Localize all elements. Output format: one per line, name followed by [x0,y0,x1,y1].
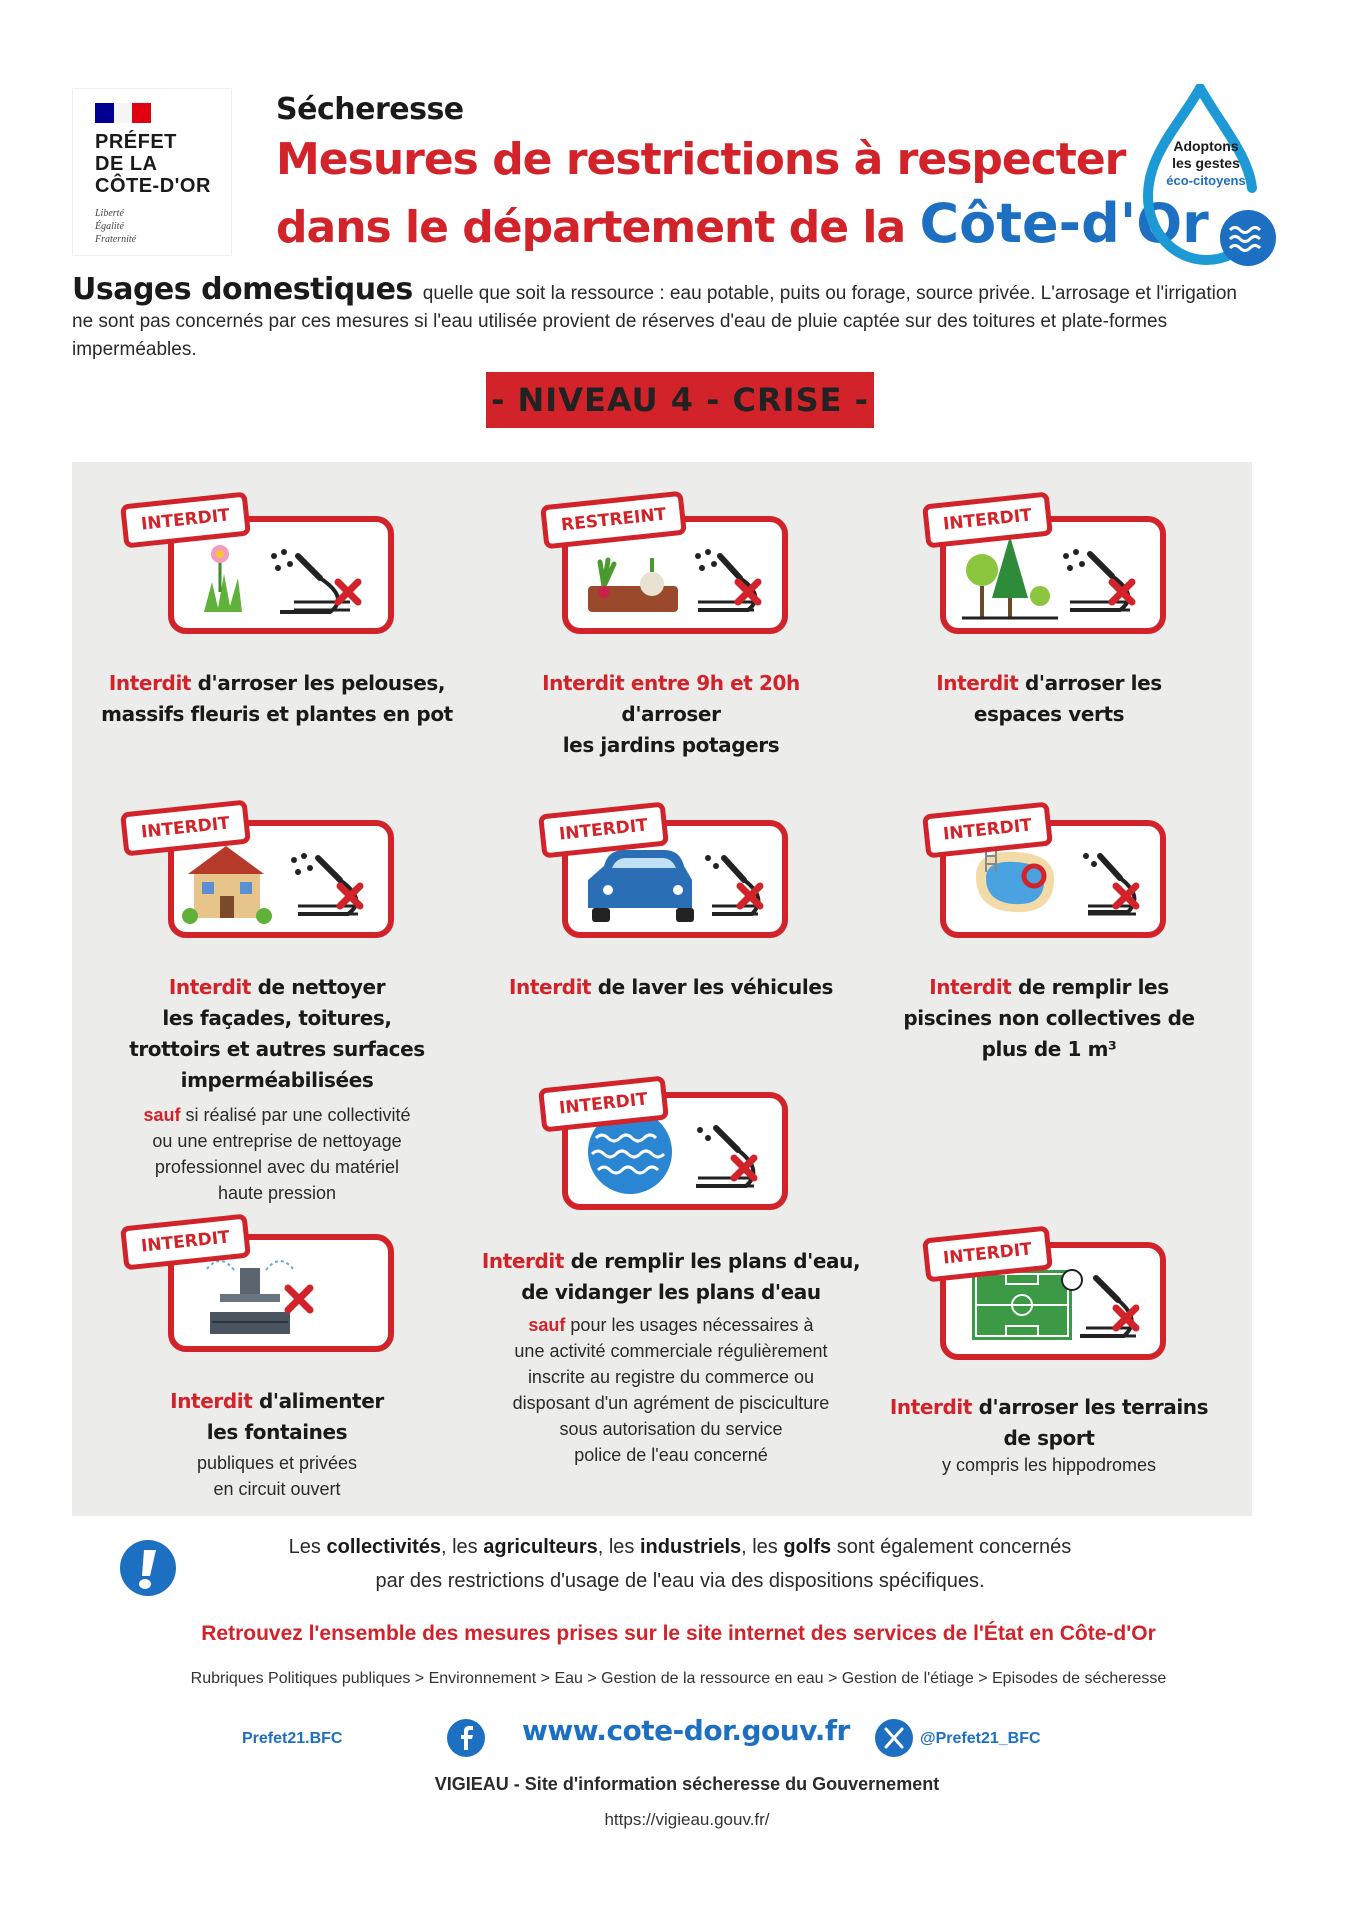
measure-caption-sports-fields: Interdit d'arroser les terrains de sport [889,1395,1209,1450]
measure-caption-facades: Interdit de nettoyer les façades, toitures, trottoirs et autres surfaces imperméabilisées [129,975,425,1092]
intro-lead: Usages domestiques [72,272,413,307]
measures-panel [72,462,1252,1516]
measure-exception-fountains: publiques et privées en circuit ouvert [196,1453,358,1499]
logo-name: PRÉFET DE LA CÔTE-D'OR [95,131,211,197]
measure-caption-pools: Interdit de remplir les piscines non collectives de plus de 1 m³ [903,975,1195,1061]
status-tag-interdit: INTERDIT [538,801,669,858]
status-tag-interdit: INTERDIT [538,1075,669,1132]
measure-caption-lawns: Interdit d'arroser les pelouses, massifs fleuris et plantes en pot [101,671,453,726]
status-tag-interdit: INTERDIT [120,799,251,856]
level-banner: - NIVEAU 4 - CRISE - [486,372,874,428]
page-kicker: Sécheresse [276,92,464,127]
measure-caption-vehicles: Interdit de laver les véhicules [509,975,833,999]
page-title-line2: dans le département de la Côte-d'Or [276,192,1209,255]
status-tag-interdit: INTERDIT [922,801,1053,858]
status-tag-interdit: INTERDIT [922,491,1053,548]
status-tag-restreint: RESTREINT [540,491,687,550]
status-tag-interdit: INTERDIT [120,491,251,548]
status-tag-interdit: INTERDIT [922,1225,1053,1282]
prefecture-logo [72,88,232,256]
logo-motto: Liberté Égalité Fraternité [95,208,137,245]
vigieau-url[interactable]: https://vigieau.gouv.fr/ [604,1810,770,1829]
eco-citizen-badge: Adoptons les gestes éco-citoyens [1140,84,1280,274]
breadcrumb: Rubriques Politiques publiques > Environnement > Eau > Gestion de la ressource en eau > Gestion de l'étiage > Episodes de sécheresse [190,1670,1167,1687]
department-name: Côte-d'Or [919,192,1209,255]
measure-caption-vegetable-garden: Interdit entre 9h et 20h d'arroser les jardins potagers [542,671,800,757]
x-handle[interactable]: @Prefet21_BFC [920,1730,1041,1747]
measure-exception-facades: sauf si réalisé par une collectivité ou une entreprise de nettoyage professionnel avec du matériel haute pression [143,1105,411,1203]
marianne-flag-icon [95,103,151,123]
status-tag-interdit: INTERDIT [120,1213,251,1270]
vigieau-title: VIGIEAU - Site d'information sécheresse du Gouvernement [434,1774,940,1794]
page-title-line1: Mesures de restrictions à respecter [276,134,1126,185]
find-more-text: Retrouvez l'ensemble des mesures prises sur le site internet des services de l'État en Côte-d'Or [201,1622,1156,1645]
measure-caption-fountains: Interdit d'alimenter les fontaines [170,1389,384,1444]
measure-caption-water-bodies: Interdit de remplir les plans d'eau, de vidanger les plans d'eau [481,1249,861,1304]
exclamation-icon [118,1538,178,1598]
facebook-icon[interactable] [446,1718,486,1758]
x-twitter-icon[interactable] [874,1718,914,1758]
measure-exception-water-bodies: sauf pour les usages nécessaires à une activité commerciale régulièrement inscrite au registre du commerce ou disposant d'un agrément de pisciculture sous autorisation du service police de l'eau concerné [512,1315,830,1465]
measure-caption-green-spaces: Interdit d'arroser les espaces verts [936,671,1162,726]
facebook-handle[interactable]: Prefet21.BFC [242,1730,343,1747]
website-link[interactable]: www.cote-dor.gouv.fr [522,1714,850,1747]
other-users-note: Les collectivités, les agriculteurs, les industriels, les golfs sont également concernés par des restrictions d'usage de l'eau via des dispositions spécifiques. [288,1536,1072,1592]
intro-paragraph: Usages domestiques quelle que soit la ressource : eau potable, puits ou forage, source privée. L'arrosage et l'irrigation ne sont pas concernés par ces mesures si l'eau utilisée provient de réserves d'eau de pluie captée sur des toitures et plate-formes imperméables. [72,272,1237,360]
measure-exception-sports-fields: y compris les hippodromes [941,1455,1157,1475]
